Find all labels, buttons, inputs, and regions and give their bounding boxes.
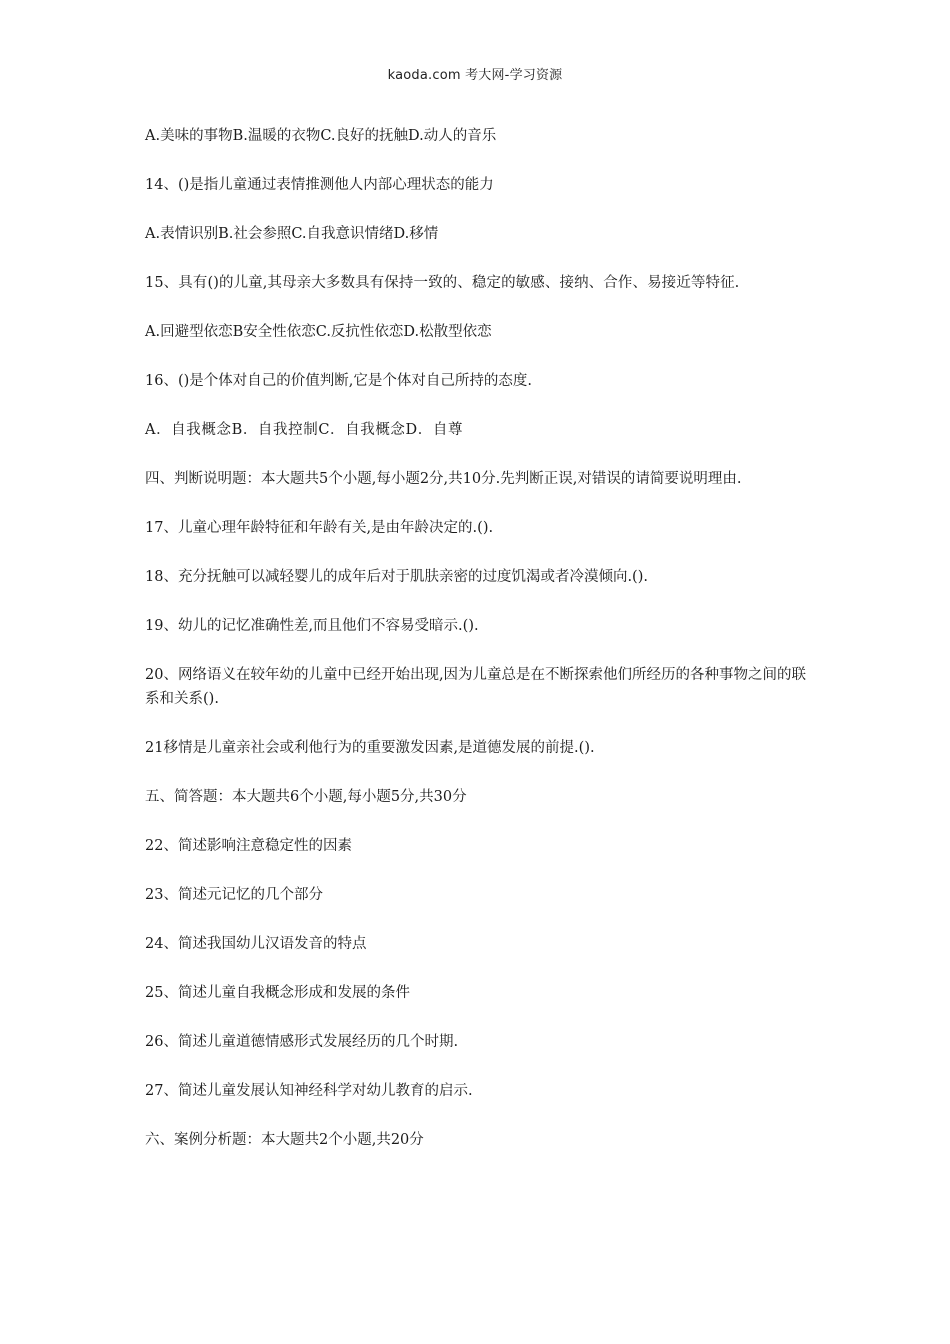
question-14: 14、()是指儿童通过表情推测他人内部心理状态的能力 xyxy=(145,177,494,193)
question-19: 19、幼儿的记忆准确性差,而且他们不容易受暗示.(). xyxy=(145,618,479,634)
option-line-15: A.回避型依恋B安全性依恋C.反抗性依恋D.松散型依恋 xyxy=(145,324,492,340)
page-header: kaoda.com 考大网-学习资源 xyxy=(387,68,563,83)
question-22: 22、简述影响注意稳定性的因素 xyxy=(145,838,352,854)
question-24: 24、简述我国幼儿汉语发音的特点 xyxy=(145,936,367,952)
question-20: 20、网络语义在较年幼的儿童中已经开始出现,因为儿童总是在不断探索他们所经历的各种事物之间的联系和关系(). xyxy=(145,667,807,707)
option-line-13: A.美味的事物B.温暖的衣物C.良好的抚触D.动人的音乐 xyxy=(145,128,497,144)
option-line-14: A.表情识别B.社会参照C.自我意识情绪D.移情 xyxy=(145,226,439,242)
section-heading-case-analysis: 六、案例分析题：本大题共2个小题,共20分 xyxy=(145,1132,424,1148)
section-heading-short-answer: 五、简答题：本大题共6个小题,每小题5分,共30分 xyxy=(145,789,467,805)
question-18: 18、充分抚触可以减轻婴儿的成年后对于肌肤亲密的过度饥渴或者冷漠倾向.(). xyxy=(145,569,648,585)
question-23: 23、简述元记忆的几个部分 xyxy=(145,887,323,903)
option-line-16: A．自我概念B．自我控制C．自我概念D．自尊 xyxy=(145,422,464,438)
document-body xyxy=(145,124,815,1177)
question-17: 17、儿童心理年龄特征和年龄有关,是由年龄决定的.(). xyxy=(145,520,494,536)
question-16: 16、()是个体对自己的价值判断,它是个体对自己所持的态度. xyxy=(145,373,532,389)
section-heading-judgement: 四、判断说明题：本大题共5个小题,每小题2分,共10分.先判断正误,对错误的请简要说明理由. xyxy=(145,471,742,487)
question-25: 25、简述儿童自我概念形成和发展的条件 xyxy=(145,985,410,1001)
question-15: 15、具有()的儿童,其母亲大多数具有保持一致的、稳定的敏感、接纳、合作、易接近等特征. xyxy=(145,275,740,291)
question-27: 27、简述儿童发展认知神经科学对幼儿教育的启示. xyxy=(145,1083,473,1099)
question-21: 21移情是儿童亲社会或利他行为的重要激发因素,是道德发展的前提.(). xyxy=(145,740,595,756)
question-26: 26、简述儿童道德情感形式发展经历的几个时期. xyxy=(145,1034,459,1050)
